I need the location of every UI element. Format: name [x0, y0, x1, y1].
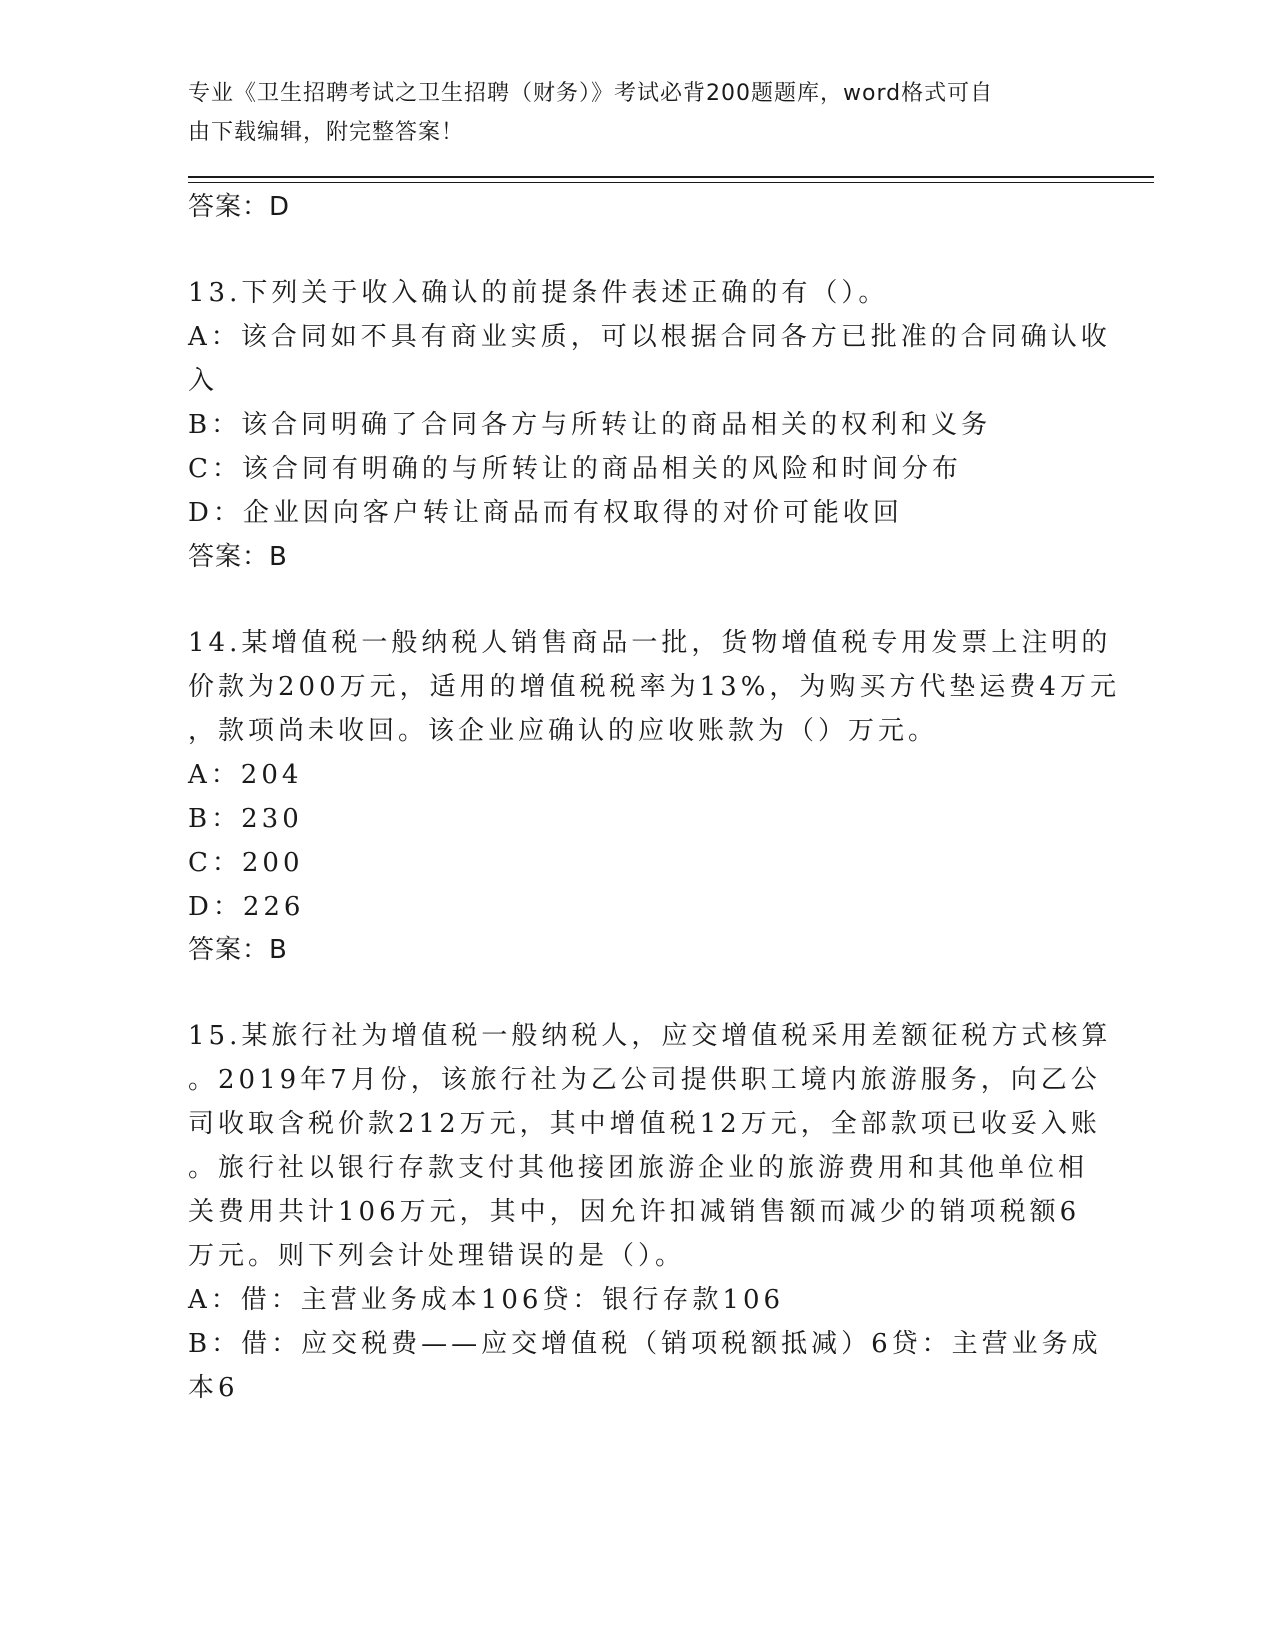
- q13-option-b: B：该合同明确了合同各方与所转让的商品相关的权利和义务: [188, 410, 992, 440]
- header-divider-thin: [188, 182, 1154, 183]
- q15-stem-line-1: 15.某旅行社为增值税一般纳税人，应交增值税采用差额征税方式核算: [188, 1021, 1112, 1051]
- q14-stem-line-3: ，款项尚未收回。该企业应确认的应收账款为（）万元。: [188, 716, 939, 746]
- q13-option-c: C：该合同有明确的与所转让的商品相关的风险和时间分布: [188, 454, 962, 484]
- q14-option-b: B：230: [188, 804, 303, 834]
- header-divider-thick: [188, 176, 1154, 178]
- q14-option-c: C：200: [188, 848, 304, 878]
- q15-option-b-cont: 本6: [188, 1373, 239, 1403]
- q13-option-a-cont: 入: [188, 366, 219, 396]
- q14-option-d: D：226: [188, 892, 305, 922]
- q13-stem: 13.下列关于收入确认的前提条件表述正确的有（）。: [188, 278, 889, 308]
- q15-stem-line-4: 。旅行社以银行存款支付其他接团旅游企业的旅游费用和其他单位相: [188, 1153, 1089, 1183]
- q15-stem-line-3: 司收取含税价款212万元，其中增值税12万元，全部款项已收妥入账: [188, 1109, 1101, 1139]
- q14-stem-line-2: 价款为200万元，适用的增值税税率为13%，为购买方代垫运费4万元: [188, 672, 1120, 702]
- q15-stem-line-2: 。2019年7月份，该旅行社为乙公司提供职工境内旅游服务，向乙公: [188, 1065, 1101, 1095]
- header-line-2: 由下载编辑，附完整答案！: [188, 120, 465, 145]
- q14-answer: 答案：B: [188, 935, 288, 965]
- q15-option-b: B：借：应交税费——应交增值税（销项税额抵减）6贷：主营业务成: [188, 1329, 1102, 1359]
- q15-option-a: A：借：主营业务成本106贷：银行存款106: [188, 1285, 785, 1315]
- q14-stem-line-1: 14.某增值税一般纳税人销售商品一批，货物增值税专用发票上注明的: [188, 628, 1112, 658]
- q13-answer: 答案：B: [188, 542, 288, 572]
- previous-answer: 答案：D: [188, 192, 291, 222]
- q14-option-a: A：204: [188, 760, 303, 790]
- q15-stem-line-5: 关费用共计106万元，其中，因允许扣减销售额而减少的销项税额6: [188, 1197, 1081, 1227]
- q13-option-a: A：该合同如不具有商业实质，可以根据合同各方已批准的合同确认收: [188, 322, 1111, 352]
- q13-option-d: D：企业因向客户转让商品而有权取得的对价可能收回: [188, 498, 903, 528]
- header-line-1: 专业《卫生招聘考试之卫生招聘（财务）》考试必背200题题库，word格式可自: [188, 81, 994, 106]
- document-header: [188, 74, 1068, 152]
- q15-stem-line-6: 万元。则下列会计处理错误的是（）。: [188, 1241, 686, 1271]
